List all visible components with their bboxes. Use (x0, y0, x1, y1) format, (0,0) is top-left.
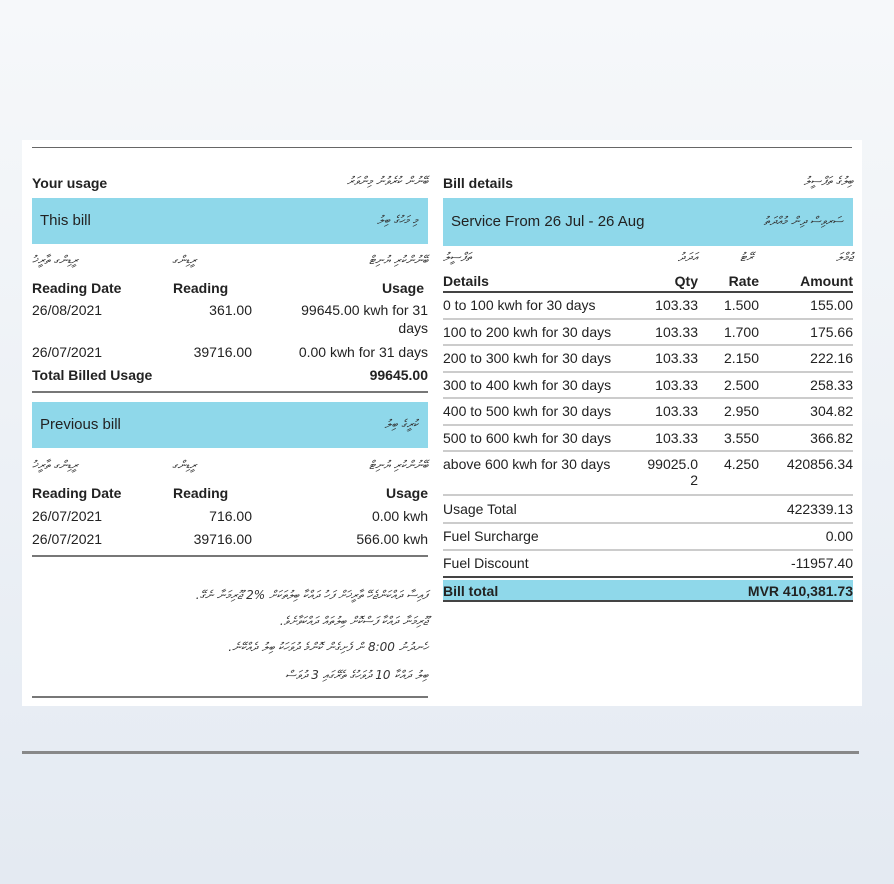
charge-detail: 0 to 100 kwh for 30 days (443, 297, 596, 313)
charge-detail: 400 to 500 kwh for 30 days (443, 403, 612, 419)
row-date: 26/07/2021 (32, 508, 103, 524)
row-reading: 39716.00 (193, 531, 252, 547)
total-billed-label: Total Billed Usage (32, 367, 153, 383)
charge-amount: 175.66 (810, 323, 853, 340)
divider (32, 555, 428, 557)
qty-header: Qty (674, 273, 698, 289)
details-header: Details (443, 273, 489, 289)
usage-header: Usage (385, 485, 428, 501)
charge-qty: 103.33 (655, 350, 698, 366)
previous-bill-banner (32, 402, 428, 448)
charge-detail: 100 to 200 kwh for 30 days (443, 323, 612, 340)
amount-header: Amount (800, 273, 853, 289)
usage-dv: ބޭނުންކުރި ޔުނިޓް (368, 253, 428, 267)
charge-amount: 155.00 (810, 297, 853, 313)
row-usage: 566.00 kwh (356, 531, 428, 547)
bill-details-title-dv: ބިލުގެ ތަފްސީލު (803, 174, 853, 188)
charge-row (443, 293, 853, 320)
reading-date-header: Reading Date (32, 280, 122, 296)
charge-qty: 103.33 (655, 323, 698, 340)
bill-total-label: Bill total (443, 583, 499, 599)
row-date: 26/07/2021 (32, 344, 103, 360)
charge-detail: 300 to 400 kwh for 30 days (443, 376, 612, 393)
usage-header: Usage (381, 280, 424, 296)
charge-amount: 222.16 (810, 350, 853, 366)
usage-total-label: Usage Total (443, 501, 517, 517)
charge-rate: 4.250 (723, 456, 759, 472)
row-usage: 99645.00 kwh for 31 (301, 302, 428, 318)
charge-row (443, 399, 853, 426)
charge-detail: 500 to 600 kwh for 30 days (443, 429, 612, 446)
charge-amount: 420856.34 (786, 456, 853, 472)
charge-row (443, 346, 853, 373)
charge-qty: 103.33 (655, 429, 698, 446)
reading-header: Reading (173, 280, 229, 296)
this-bill-label: This bill (40, 212, 91, 229)
reading-date-dv: ރީޑިންގ ތާރީޚު (32, 458, 79, 472)
fuel-surcharge-label: Fuel Surcharge (443, 528, 539, 544)
charge-qty-line: 2 (690, 472, 698, 488)
bill-total-value: MVR 410,381.73 (747, 583, 853, 599)
divider (32, 696, 428, 698)
divider (32, 147, 852, 148)
charge-detail: 200 to 300 kwh for 30 days (443, 350, 612, 366)
fuel-surcharge-value: 0.00 (825, 528, 853, 544)
reading-date-header: Reading Date (32, 485, 122, 501)
fuel-discount-value: -11957.40 (790, 555, 853, 571)
charge-qty: 103.33 (655, 403, 698, 419)
charge-rate: 1.700 (723, 323, 759, 340)
amount-dv: ޖުމްލަ (836, 250, 853, 264)
charge-row (443, 373, 853, 400)
service-period: Service From 26 Jul - 26 Aug (451, 213, 645, 230)
charge-row (443, 426, 853, 453)
usage-title-dv: ބޭނުން ކުރެވުނު މިންވަރު (346, 174, 428, 188)
charge-rate: 2.150 (723, 350, 759, 366)
row-usage: 0.00 kwh (371, 508, 428, 524)
row-usage-cont: days (398, 320, 428, 336)
qty-dv: އަދަދު (677, 250, 698, 264)
reading-date-dv: ރީޑިންގ ތާރީޚު (32, 253, 79, 267)
charge-rate: 2.500 (723, 376, 759, 393)
fuel-surcharge-row (443, 524, 853, 551)
charge-row (443, 320, 853, 347)
charge-row (443, 452, 853, 496)
previous-bill-label-dv: ކުރީގެ ބިލު (384, 417, 418, 431)
charge-qty (647, 456, 698, 488)
divider (32, 391, 428, 393)
charge-qty-line: 99025.0 (647, 456, 698, 472)
row-date: 26/08/2021 (32, 302, 103, 318)
usage-dv: ބޭނުންކުރި ޔުނިޓް (368, 458, 428, 472)
this-bill-label-dv: މި މަހުގެ ބިލު (376, 213, 418, 227)
note-line: ހެނދުނު 8:00 ން ފެށިގެން ކޮންމެ ދުވަހަކު ބިލު ދެއްކޭނެ. (228, 640, 428, 654)
note-line: ފައިސާ ދައްކަންޖެހޭ ތާރީޚަށް ފަހު ދައްކާ ބިލުތަކަށް %2 ޖޫރިމަނާ ނެގޭ. (195, 588, 428, 602)
reading-dv: ރީޑިންގ (172, 253, 197, 267)
charge-qty: 103.33 (655, 376, 698, 393)
usage-total-value: 422339.13 (786, 501, 853, 517)
row-reading: 39716.00 (193, 344, 252, 360)
charge-qty: 103.33 (655, 297, 698, 313)
fuel-discount-label: Fuel Discount (443, 555, 529, 571)
divider (22, 751, 859, 754)
bill-total-row (443, 580, 853, 602)
charge-amount: 258.33 (810, 376, 853, 393)
charge-rate: 3.550 (723, 429, 759, 446)
reading-dv: ރީޑިންގ (172, 458, 197, 472)
reading-header: Reading (173, 485, 229, 501)
details-dv: ތަފްސީލު (443, 250, 472, 264)
charge-rate: 2.950 (723, 403, 759, 419)
service-period-banner (443, 198, 853, 246)
previous-bill-label: Previous bill (40, 416, 121, 433)
total-billed-value: 99645.00 (369, 367, 428, 383)
bill-card (22, 140, 862, 706)
usage-title: Your usage (32, 175, 108, 191)
bill-details-title: Bill details (443, 175, 514, 191)
charge-detail: above 600 kwh for 30 days (443, 456, 611, 472)
row-reading: 716.00 (209, 508, 252, 524)
fuel-discount-row (443, 551, 853, 578)
note-line: ބިލު ދައްކާ 10 ދުވަހުގެ ތެރޭގައި 3 ދުވަސް (285, 668, 428, 682)
charge-rate: 1.500 (723, 297, 759, 313)
row-reading: 361.00 (209, 302, 252, 318)
row-usage: 0.00 kwh for 31 days (298, 344, 428, 360)
service-period-dv: ސަރވިސް ދިން މުއްދަތު (763, 214, 843, 228)
row-date: 26/07/2021 (32, 531, 103, 547)
charge-amount: 304.82 (810, 403, 853, 419)
this-bill-banner (32, 198, 428, 244)
rate-header: Rate (728, 273, 759, 289)
charge-amount: 366.82 (810, 429, 853, 446)
note-line: ޖޫރިމަނާ ދައްކާ ފަސްކޮށް ބިލުތައް ދައްކަވާށެވެ. (279, 614, 428, 628)
rate-dv: ރޭޓު (740, 250, 753, 264)
usage-total-row (443, 497, 853, 524)
